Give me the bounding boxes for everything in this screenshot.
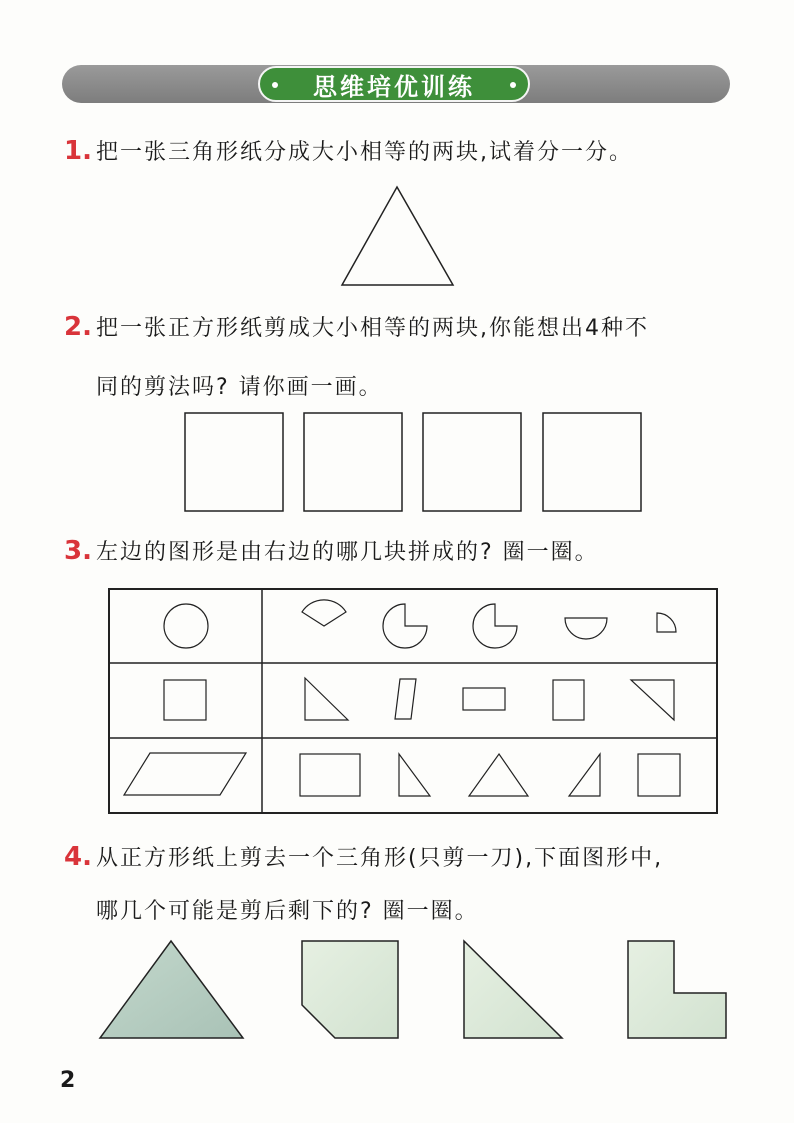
question-1-text: 把一张三角形纸分成大小相等的两块,试着分一分。 bbox=[95, 140, 633, 165]
question-2-text: 把一张正方形纸剪成大小相等的两块,你能想出4种不 bbox=[95, 316, 649, 341]
row3-square bbox=[638, 754, 680, 796]
row3-right-triangle-a bbox=[399, 754, 430, 796]
question-3-number: 3. bbox=[64, 536, 92, 566]
q2-square-1 bbox=[185, 413, 283, 511]
row2-rectangle-b bbox=[553, 680, 584, 720]
row1-quarter-circle bbox=[657, 613, 676, 632]
q1-triangle bbox=[340, 185, 455, 287]
page-number: 2 bbox=[60, 1068, 76, 1093]
question-2 bbox=[64, 312, 649, 344]
question-1 bbox=[64, 136, 633, 168]
row2-right-triangle-a bbox=[305, 678, 348, 720]
row1-three-quarter-circle-a bbox=[383, 604, 427, 648]
q4-l-shape bbox=[628, 941, 726, 1038]
row3-triangle bbox=[469, 754, 528, 796]
row1-sector bbox=[302, 600, 346, 626]
q2-square-3 bbox=[423, 413, 521, 511]
row2-rectangle-a bbox=[463, 688, 505, 710]
row3-right-triangle-b bbox=[569, 754, 600, 796]
q2-square-4 bbox=[543, 413, 641, 511]
question-2-number: 2. bbox=[64, 312, 92, 342]
row3-parallelogram bbox=[124, 753, 246, 795]
question-1-number: 1. bbox=[64, 136, 92, 166]
question-3 bbox=[64, 536, 599, 568]
section-title-text: 思维培优训练 bbox=[313, 72, 475, 101]
shape-table-drawing bbox=[108, 588, 718, 814]
q4-right-triangle bbox=[464, 941, 562, 1038]
section-title bbox=[258, 66, 530, 102]
question-4-number: 4. bbox=[64, 842, 92, 872]
q2-squares bbox=[184, 412, 646, 514]
row2-parallelogram bbox=[395, 679, 416, 719]
row1-circle bbox=[164, 604, 208, 648]
row3-rectangle bbox=[300, 754, 360, 796]
question-4-text-line2: 哪几个可能是剪后剩下的? 圈一圈。 bbox=[96, 899, 479, 924]
question-4 bbox=[64, 842, 663, 874]
row2-right-triangle-b bbox=[631, 680, 674, 720]
row1-three-quarter-circle-b bbox=[473, 604, 517, 648]
bullet-dot-left bbox=[272, 82, 278, 88]
q4-shapes bbox=[98, 938, 738, 1044]
row1-semicircle bbox=[565, 618, 607, 639]
question-3-text: 左边的图形是由右边的哪几块拼成的? 圈一圈。 bbox=[95, 540, 599, 565]
bullet-dot-right bbox=[510, 82, 516, 88]
question-2-text-line2: 同的剪法吗? 请你画一画。 bbox=[96, 375, 383, 400]
q4-triangle bbox=[100, 941, 243, 1038]
q4-pentagon bbox=[302, 941, 398, 1038]
q2-square-2 bbox=[304, 413, 402, 511]
row2-square bbox=[164, 680, 206, 720]
question-4-text: 从正方形纸上剪去一个三角形(只剪一刀),下面图形中, bbox=[95, 846, 664, 871]
